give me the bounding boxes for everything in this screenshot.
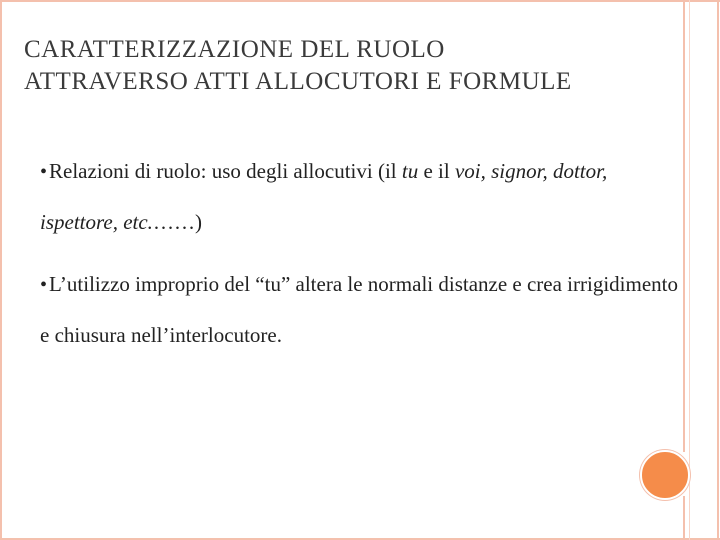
border-right-inner-bottom [683,496,685,540]
slide-title [24,34,674,98]
title-line-2: ATTRAVERSO ATTI ALLOCUTORI E FORMULE [24,68,572,95]
slide-body [40,146,680,372]
bullet-1-italic-b: voi, signor, dottor, ispettore, etc. [40,159,608,234]
bullet-item-1 [40,146,680,247]
bullet-1-text-b: e il [418,159,455,183]
bullet-marker: • [40,161,48,183]
bullet-1-text-c: ……) [152,210,202,234]
border-top [0,0,720,2]
border-left [0,0,2,540]
title-line-1: CARATTERIZZAZIONE DEL RUOLO [24,36,445,63]
bullet-1-italic-a: tu [401,159,419,183]
border-right-inner [683,0,685,452]
decorative-circle [640,450,690,500]
bullet-2-text: L’utilizzo improprio del “tu” altera le normali distanze e crea irrigidimento e chiusura nell’interlocutore. [40,272,679,347]
bullet-item-2 [40,259,680,360]
bullet-1-text-a: Relazioni di ruolo: uso degli allocutivi (il [49,159,402,183]
bullet-marker: • [40,274,48,296]
border-right-outer [717,0,719,540]
border-right-mid [689,0,690,540]
